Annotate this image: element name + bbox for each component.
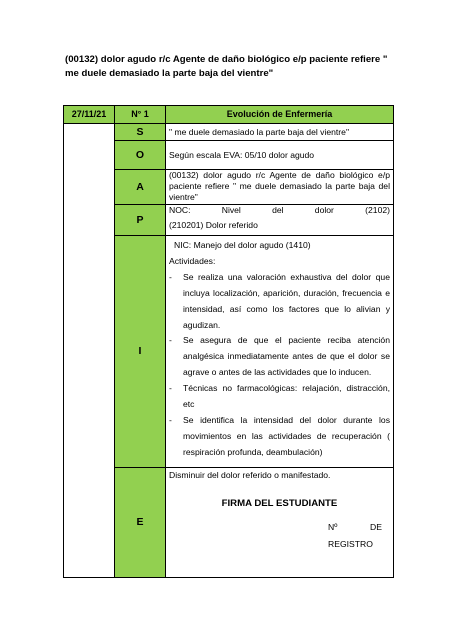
left-blank-column: [64, 124, 115, 578]
table-header-row: [64, 106, 394, 124]
activities-label: Actividades:: [169, 255, 216, 266]
reg-registro: REGISTRO: [328, 539, 373, 549]
reg-de: DE: [370, 522, 382, 532]
letter-e: E: [115, 468, 166, 578]
e-text: Disminuir del dolor referido o manifestado.: [169, 470, 331, 480]
p-cell: [166, 205, 394, 236]
p-noc: NOC: Nivel del dolor (2102): [169, 205, 390, 215]
row-s: [64, 124, 394, 141]
letter-o: O: [115, 141, 166, 170]
letter-s: S: [115, 124, 166, 141]
p-result: (210201) Dolor referido: [169, 220, 258, 230]
s-text: " me duele demasiado la parte baja del vientre": [166, 124, 394, 141]
registration-line: [328, 522, 382, 533]
nursing-evolution-table: [63, 105, 394, 578]
nic-line: NIC: Manejo del dolor agudo (1410): [174, 240, 311, 250]
signature-label: FIRMA DEL ESTUDIANTE: [221, 498, 338, 509]
activity-item: - Se identifica la intensidad del dolor durante los movimientos en las actividades de recuperación ( respiración profunda, deambulación): [169, 414, 390, 457]
e-cell: [166, 468, 394, 578]
activity-item: - Se realiza una valoración exhaustiva del dolor que incluya localización, aparición, duración, frecuencia e intensidad, así como los factores que lo alivian y agudizan.: [169, 271, 390, 330]
activity-item: - Técnicas no farmacológicas: relajación, distracción, etc: [169, 383, 390, 410]
date-cell: 27/11/21: [64, 106, 115, 124]
heading-cell: Evolución de Enfermería: [166, 106, 394, 124]
a-text: (00132) dolor agudo r/c Agente de daño biológico e/p paciente refiere " me duele demasiado la parte baja del vientre": [166, 170, 394, 205]
letter-i: I: [115, 236, 166, 468]
number-cell: N° 1: [115, 106, 166, 124]
letter-p: P: [115, 205, 166, 236]
letter-a: A: [115, 170, 166, 205]
reg-no: Nº: [328, 522, 338, 532]
o-text: Según escala EVA: 05/10 dolor agudo: [166, 141, 394, 170]
document-title: (00132) dolor agudo r/c Agente de daño biológico e/p paciente refiere " me duele demasiado la parte baja del vientre": [65, 54, 388, 79]
i-cell: [166, 236, 394, 468]
activity-item: - Se asegura de que el paciente reciba atención analgésica inmediatamente antes de que el dolor se agrave o antes de las actividades que lo inducen.: [169, 335, 390, 378]
